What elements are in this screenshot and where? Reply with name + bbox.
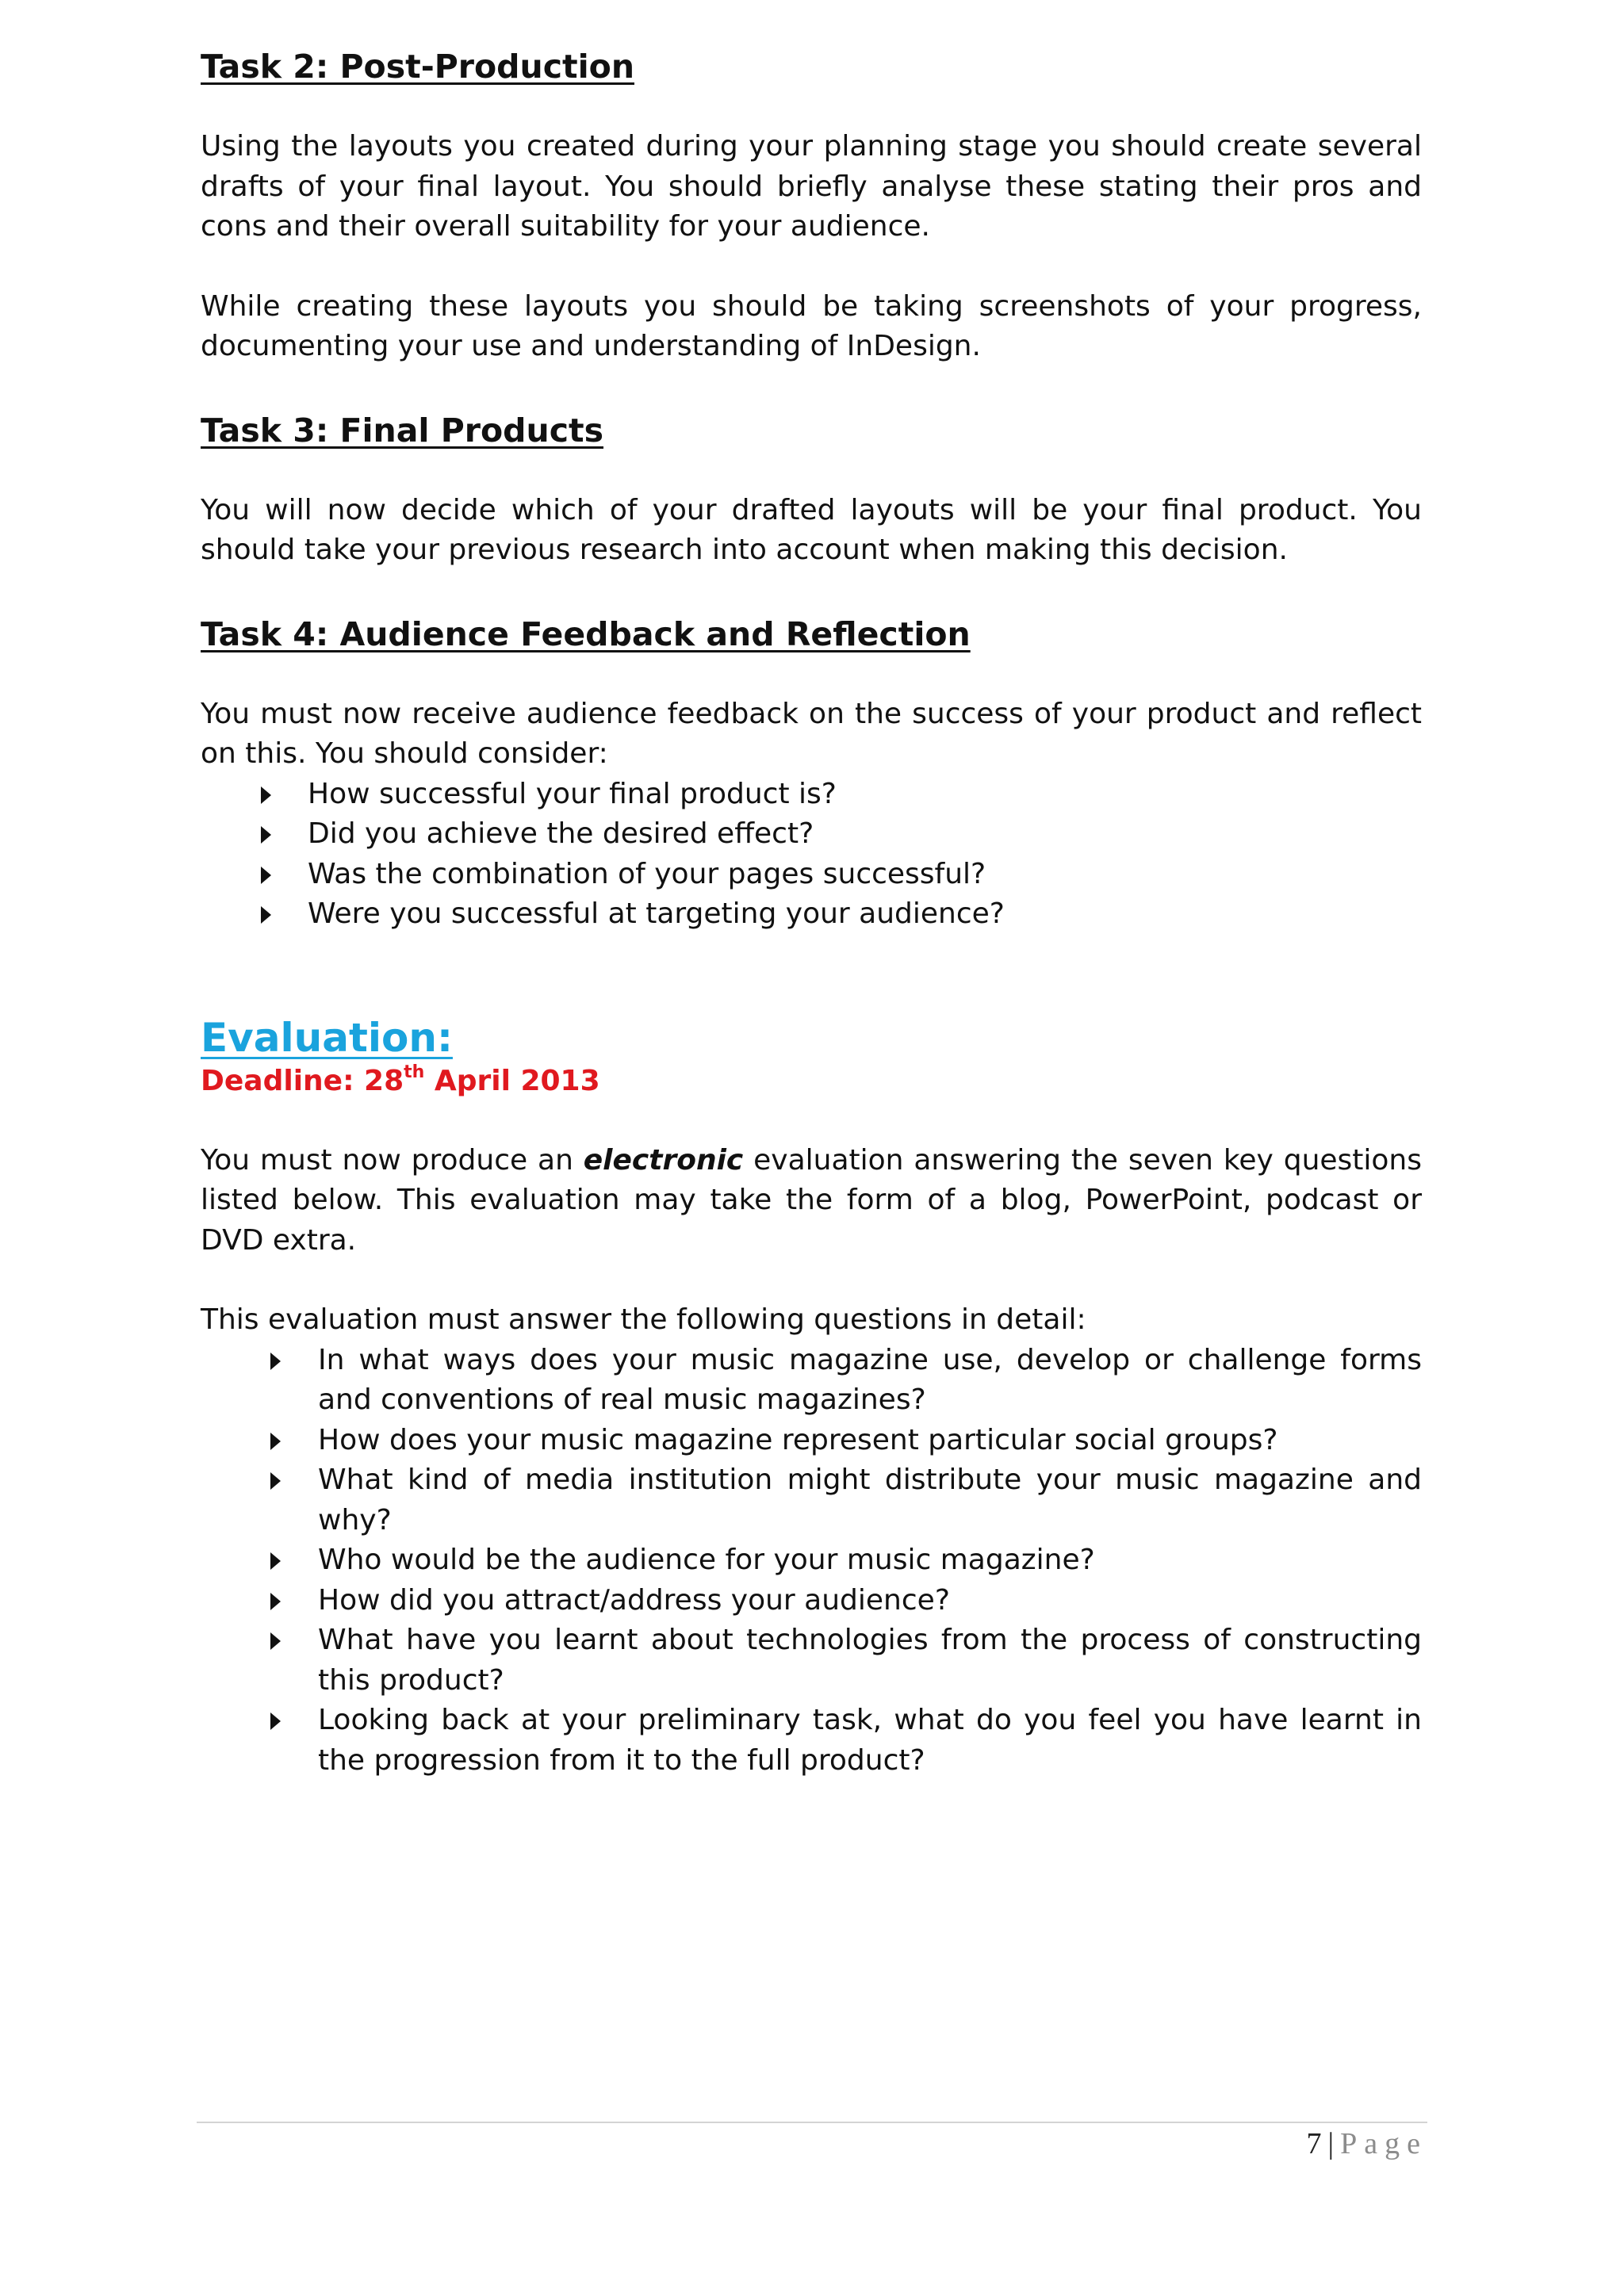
list-item bbox=[201, 1341, 1422, 1421]
evaluation-question-list bbox=[201, 1341, 1422, 1781]
triangle-bullet-icon bbox=[270, 1552, 281, 1570]
list-item bbox=[201, 1421, 1422, 1461]
list-item bbox=[201, 1621, 1422, 1701]
triangle-bullet-icon bbox=[261, 786, 271, 804]
task2-paragraph-1: Using the layouts you created during your planning stage you should create several drafts of your final layout. You should briefly analyse these stating their pros and cons and their overall suitability for your audience. bbox=[201, 130, 1422, 243]
triangle-bullet-icon bbox=[261, 906, 271, 924]
list-item-text: Did you achieve the desired effect? bbox=[308, 817, 814, 850]
deadline bbox=[201, 1062, 1422, 1101]
list-item bbox=[201, 855, 1422, 895]
task2-paragraph-2: While creating these layouts you should be taking screenshots of your progress, documenting your use and understanding of InDesign. bbox=[201, 289, 1422, 362]
list-item-text: Was the combination of your pages successful? bbox=[308, 857, 986, 890]
list-item bbox=[201, 1540, 1422, 1581]
task4-intro: You must now receive audience feedback on the success of your product and reflect on this. You should consider: bbox=[201, 697, 1422, 770]
triangle-bullet-icon bbox=[270, 1712, 281, 1730]
list-item bbox=[201, 1581, 1422, 1621]
page-content bbox=[201, 46, 1422, 1781]
task3-paragraph-1: You will now decide which of your drafted layouts will be your final product. You should take your previous research into account when making this decision. bbox=[201, 493, 1422, 566]
list-item-text: What kind of media institution might distribute your music magazine and why? bbox=[318, 1464, 1422, 1536]
electronic-emphasis: electronic bbox=[583, 1143, 744, 1177]
list-item-text: Who would be the audience for your music magazine? bbox=[318, 1544, 1095, 1576]
page-separator: | bbox=[1327, 2127, 1335, 2160]
list-item-text: In what ways does your music magazine use, develop or challenge forms and conventions of real music magazines? bbox=[318, 1343, 1422, 1416]
list-item-text: How successful your final product is? bbox=[308, 777, 837, 810]
page-number: 7 bbox=[1306, 2127, 1322, 2160]
task4-heading: Task 4: Audience Feedback and Reflection bbox=[201, 614, 971, 653]
deadline-ordinal: th bbox=[404, 1062, 425, 1082]
list-item bbox=[201, 1460, 1422, 1540]
deadline-suffix: April 2013 bbox=[424, 1064, 600, 1097]
evaluation-paragraph-start: You must now produce an bbox=[201, 1143, 584, 1177]
list-item bbox=[201, 894, 1422, 935]
triangle-bullet-icon bbox=[261, 826, 271, 844]
list-item bbox=[201, 814, 1422, 855]
triangle-bullet-icon bbox=[261, 867, 271, 884]
list-item bbox=[201, 1701, 1422, 1781]
list-item-text: How does your music magazine represent particular social groups? bbox=[318, 1423, 1278, 1456]
footer-divider bbox=[197, 2122, 1427, 2123]
triangle-bullet-icon bbox=[270, 1593, 281, 1610]
evaluation-intro: This evaluation must answer the following questions in detail: bbox=[201, 1303, 1086, 1336]
triangle-bullet-icon bbox=[270, 1353, 281, 1370]
page-label: Page bbox=[1340, 2127, 1427, 2160]
list-item-text: Were you successful at targeting your audience? bbox=[308, 897, 1005, 930]
triangle-bullet-icon bbox=[270, 1632, 281, 1650]
list-item-text: Looking back at your preliminary task, what do you feel you have learnt in the progression from it to the full product? bbox=[318, 1704, 1422, 1777]
list-item-text: How did you attract/address your audience? bbox=[318, 1583, 950, 1617]
evaluation-paragraph-1 bbox=[201, 1141, 1422, 1261]
task2-heading: Task 2: Post-Production bbox=[201, 48, 635, 86]
evaluation-paragraph-end: evaluation answering the seven key questions listed below. This evaluation may take the form of a blog, PowerPoint, podcast or DVD extra. bbox=[201, 1143, 1423, 1257]
deadline-prefix: Deadline: 28 bbox=[201, 1064, 404, 1097]
evaluation-heading: Evaluation: bbox=[201, 1014, 453, 1061]
triangle-bullet-icon bbox=[270, 1433, 281, 1450]
task3-heading: Task 3: Final Products bbox=[201, 411, 604, 450]
list-item bbox=[201, 775, 1422, 815]
triangle-bullet-icon bbox=[270, 1472, 281, 1490]
page-number-footer bbox=[1307, 2126, 1427, 2161]
task4-bullet-list bbox=[201, 775, 1422, 935]
list-item-text: What have you learnt about technologies from the process of constructing this product? bbox=[318, 1624, 1422, 1697]
